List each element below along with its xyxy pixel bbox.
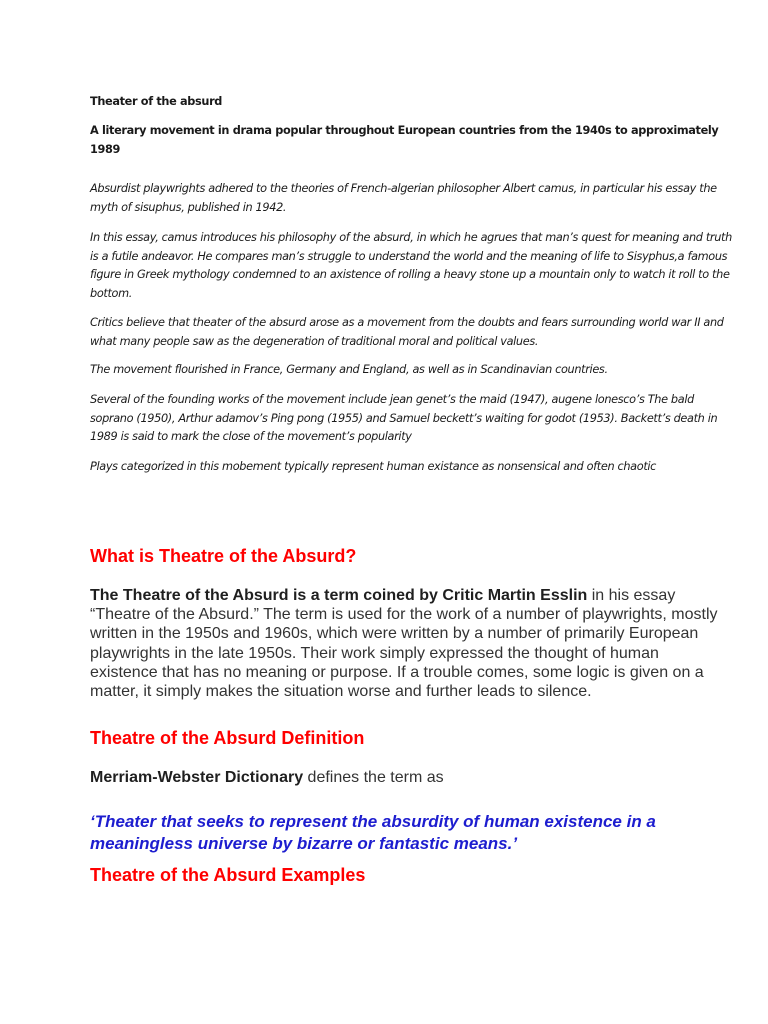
section-what-is-body [90,586,730,701]
paragraph-essay: In this essay, camus introduces his philosophy of the absurd, in which he agrues that man’s quest for meaning and truth is a futile andeavor. He compares man’s struggle to understand the world and the meaning of life to Sisyphus,a famous figure in Greek mythology condemned to an axistence of rolling a heavy stone up a mountain only to watch it roll to the bottom. [90,231,732,300]
definition-quote: ‘Theater that seeks to represent the absurdity of human existence in a meaningless universe by bizarre or fantastic means.’ [90,812,656,853]
section-heading-examples: Theatre of the Absurd Examples [90,865,366,885]
doc-title: Theater of the absurd [90,95,223,108]
paragraph-movement: The movement flourished in France, Germany and England, as well as in Scandinavian countries. [90,363,608,376]
section-heading-what-is: What is Theatre of the Absurd? [90,546,357,566]
paragraph-plays: Plays categorized in this mobement typically represent human existance as nonsensical and often chaotic [90,460,657,473]
paragraph-camus: Absurdist playwrights adhered to the theories of French-algerian philosopher Albert camus, in particular his essay the myth of sisuphus, published in 1942. [90,182,717,214]
section-definition-body [90,768,730,787]
esslin-body: in his essay “Theatre of the Absurd.” The term is used for the work of a number of playwrights, mostly written in the 1950s and 1960s, which were written by a number of primarily European playwrights in the late 1950s. Their work simply expressed the thought of human existence that has no meaning or purpose. If a trouble comes, some logic is given on a matter, it simply makes the situation worse and further leads to silence. [90,587,718,701]
paragraph-critics: Critics believe that theater of the absurd arose as a movement from the doubts and fears surrounding world war II and what many people saw as the degeneration of traditional moral and political values. [90,316,724,348]
esslin-lead: The Theatre of the Absurd is a term coined by Critic Martin Esslin [90,587,588,604]
definition-intro: defines the term as [303,769,444,786]
paragraph-founding-works: Several of the founding works of the movement include jean genet’s the maid (1947), augene lonesco’s The bald soprano (1950), Arthur adamov’s Ping pong (1955) and Samuel beckett’s waiting for godot (1953). Backett’s death in 1989 is said to mark the close of the movement’s popularity [90,393,718,443]
merriam-webster-lead: Merriam-Webster Dictionary [90,769,304,786]
section-heading-definition: Theatre of the Absurd Definition [90,728,365,748]
doc-subtitle: A literary movement in drama popular throughout European countries from the 1940s to approximately 1989 [90,124,719,156]
